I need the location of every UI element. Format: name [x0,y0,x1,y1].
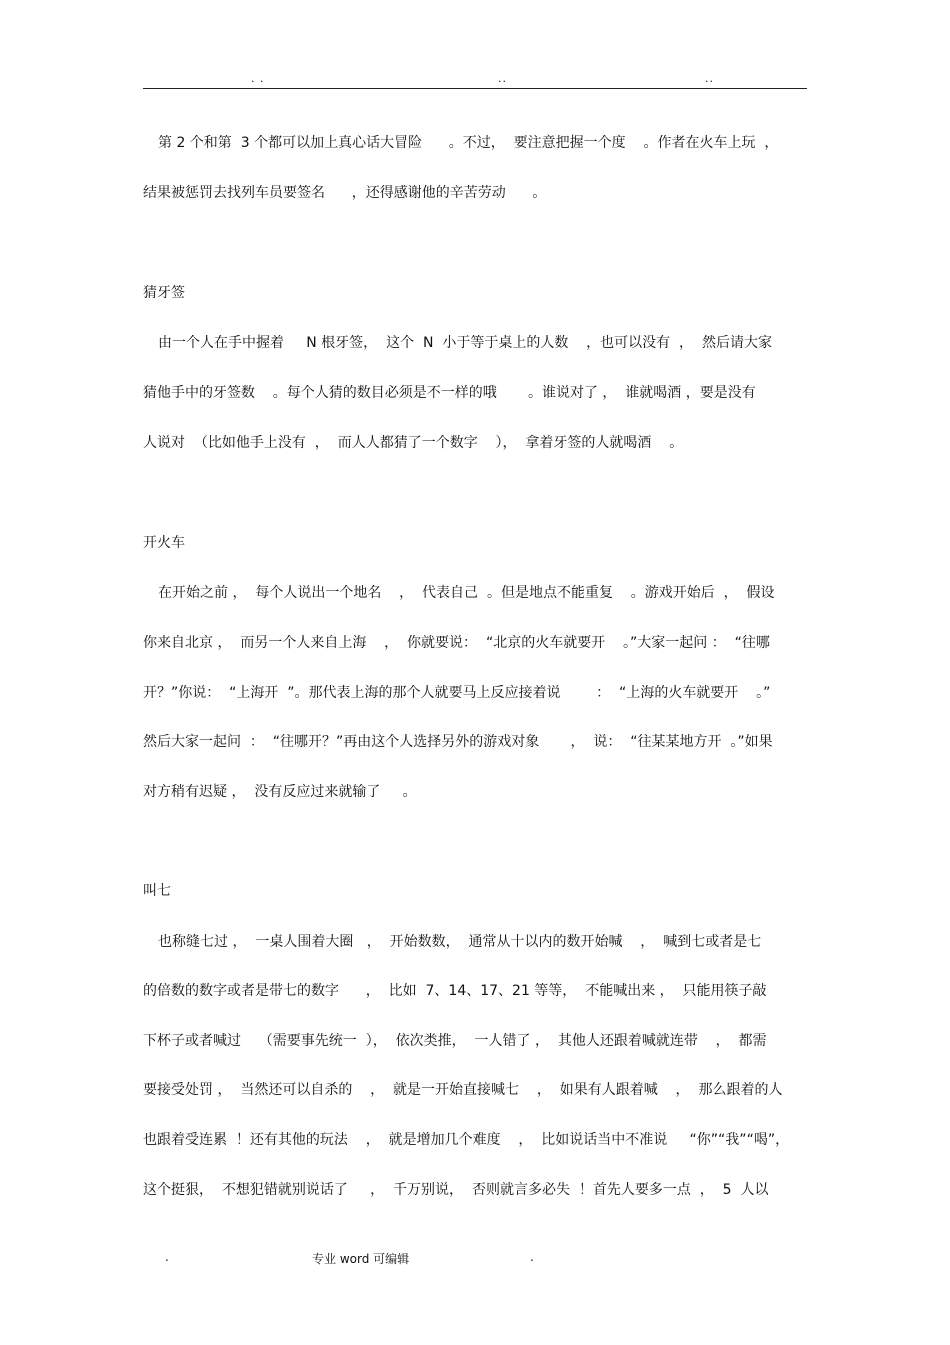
paragraph-line: 下杯子或者喊过 （需要事先统一 ）， 依次类推， 一人错了 ， 其他人还跟着喊就连带 ， 都需 [143,1033,767,1049]
section-title: 开火车 [143,535,185,551]
header-dot-right: .. [705,72,714,85]
footer-dot-left: . [165,1250,169,1264]
paragraph-line: 对方稍有迟疑 ， 没有反应过来就输了 。 [143,784,417,800]
paragraph-line: 开？”你说： “上海开 ”。那代表上海的那个人就要马上反应接着说 ： “上海的火车就要开 。” [143,685,771,701]
section-title: 叫七 [143,883,171,899]
section-title: 猜牙签 [143,285,185,301]
paragraph-line: 也称缝七过 ， 一桌人围着大圈 ， 开始数数， 通常从十以内的数开始喊 ， 喊到七或者是七 [158,934,762,950]
paragraph-line: 在开始之前 ， 每个人说出一个地名 ， 代表自己 。但是地点不能重复 。游戏开始后 ， 假设 [158,585,775,601]
paragraph-line: 由一个人在手中握着 N 根牙签， 这个 N 小于等于桌上的人数 ，也可以没有 ， 然后请大家 [158,335,772,351]
paragraph-line: 你来自北京 ， 而另一个人来自上海 ， 你就要说： “北京的火车就要开 。”大家一起问 ： “往哪 [143,635,770,651]
footer-dot-right: . [530,1250,534,1264]
paragraph-line: 也跟着受连累 ！还有其他的玩法 ， 就是增加几个难度 ， 比如说话当中不准说 “你”“我”“喝”， [143,1132,790,1148]
paragraph-line: 第 2 个和第 3 个都可以加上真心话大冒险 。不过， 要注意把握一个度 。作者在火车上玩 ， [158,135,779,151]
header-dot-left: . . [251,72,265,85]
paragraph-line: 然后大家一起问 ： “往哪开？”再由这个人选择另外的游戏对象 ， 说： “往某某地方开 。”如果 [143,734,773,750]
paragraph-line: 人说对 （比如他手上没有 ， 而人人都猜了一个数字 ）， 拿着牙签的人就喝酒 。 [143,435,684,451]
footer-label: 专业 word 可编辑 [312,1252,410,1266]
paragraph-line: 猜他手中的牙签数 。每个人猜的数目必须是不一样的哦 。谁说对了 ， 谁就喝酒 ，要是没有 [143,385,756,401]
paragraph-line: 这个挺狠， 不想犯错就别说话了 ， 千万别说， 否则就言多必失 ！首先人要多一点 ， 5 人以 [143,1182,769,1198]
paragraph-line: 结果被惩罚去找列车员要签名 ，还得感谢他的辛苦劳动 。 [143,185,547,201]
header-divider [143,88,807,89]
paragraph-line: 要接受处罚 ， 当然还可以自杀的 ， 就是一开始直接喊七 ， 如果有人跟着喊 ， 那么跟着的人 [143,1082,783,1098]
header-dot-center: .. [498,72,507,85]
paragraph-line: 的倍数的数字或者是带七的数字 ， 比如 7、14、17、21 等等， 不能喊出来 ， 只能用筷子敲 [143,983,767,999]
